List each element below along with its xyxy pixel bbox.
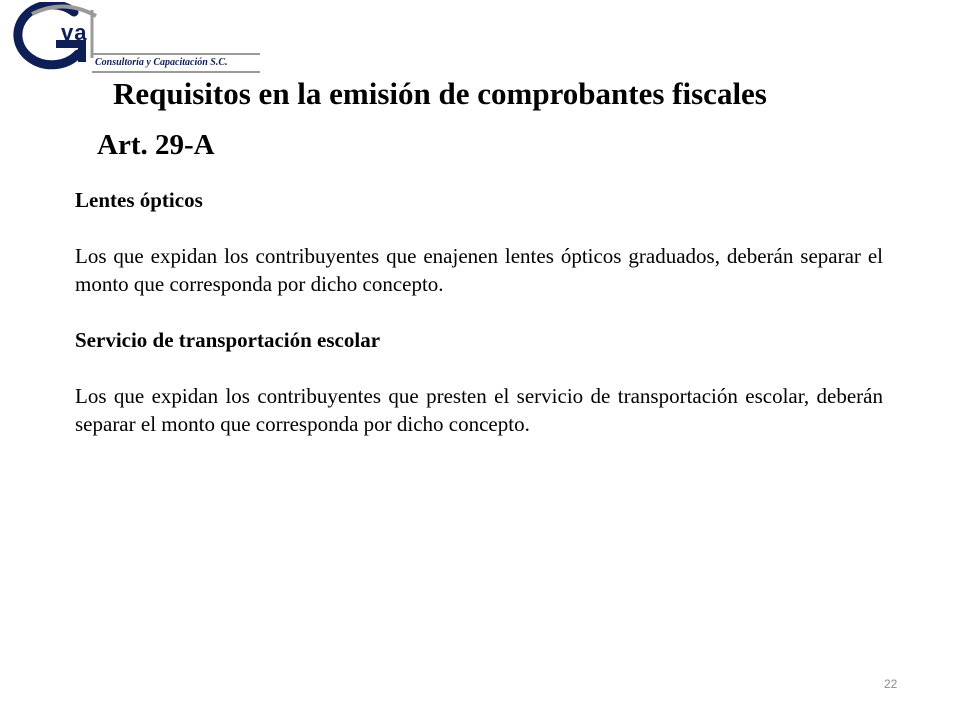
company-logo <box>4 2 264 76</box>
logo-initials: va <box>61 20 88 45</box>
slide-content <box>75 186 883 466</box>
section-heading-transportacion: Servicio de transportación escolar <box>75 328 381 352</box>
page-number: 22 <box>884 677 898 691</box>
section-text-transportacion: Los que expidan los contribuyentes que presten el servicio de transportación escolar, deberán separar el monto que corresponda por dicho concepto. <box>75 384 883 436</box>
section-heading-lentes: Lentes ópticos <box>75 188 203 212</box>
slide-subtitle: Art. 29-A <box>97 129 215 161</box>
slide-title: Requisitos en la emisión de comprobantes fiscales <box>113 76 767 111</box>
logo-tagline: Consultoría y Capacitación S.C. <box>95 57 228 68</box>
section-text-lentes: Los que expidan los contribuyentes que enajenen lentes ópticos graduados, deberán separar el monto que corresponda por dicho concepto. <box>75 244 883 296</box>
